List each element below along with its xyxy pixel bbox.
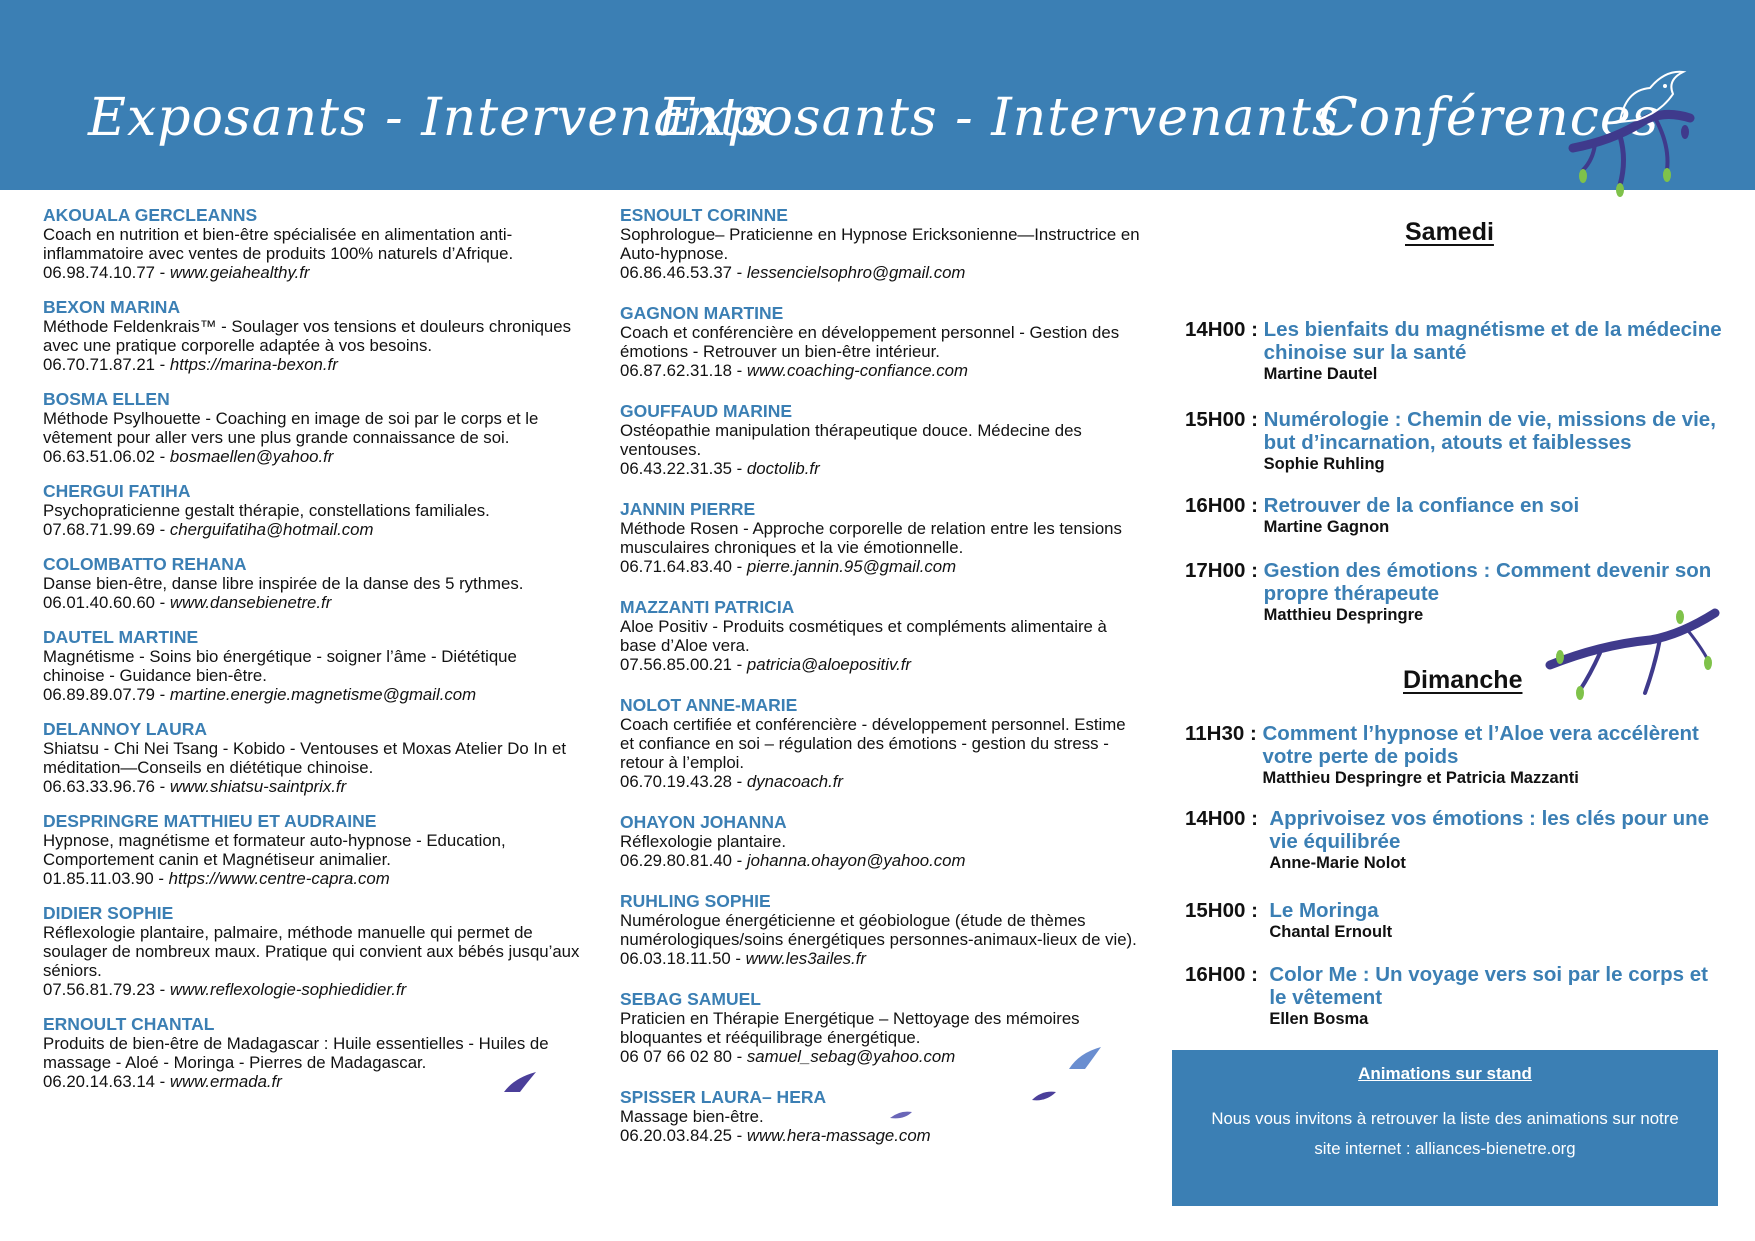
exhibitor-phone: 07.68.71.99.69 - bbox=[43, 520, 170, 539]
exhibitor-name: DELANNOY LAURA bbox=[43, 719, 207, 739]
exhibitor-description: Aloe Positiv - Produits cosmétiques et compléments alimentaire à base d’Aloe vera. bbox=[620, 617, 1107, 655]
talk-speaker: Matthieu Despringre et Patricia Mazzanti bbox=[1262, 769, 1579, 787]
butterfly-icon bbox=[888, 1108, 914, 1122]
exhibitor-link[interactable]: www.dansebienetre.fr bbox=[169, 593, 332, 612]
exhibitor-phone: 06.43.22.31.35 - bbox=[620, 459, 747, 478]
talk-sunday bbox=[1185, 807, 1725, 876]
exhibitor-name: AKOUALA GERCLEANNS bbox=[43, 205, 258, 225]
talk-speaker: Martine Dautel bbox=[1263, 365, 1378, 383]
exhibitor-entry bbox=[620, 598, 1140, 674]
exhibitor-entry bbox=[43, 482, 583, 539]
animations-title: Animations sur stand bbox=[1358, 1064, 1532, 1083]
exhibitor-contact bbox=[620, 772, 1140, 791]
exhibitor-link[interactable]: www.ermada.fr bbox=[169, 1072, 282, 1091]
exhibitor-name: DAUTEL MARTINE bbox=[43, 627, 199, 647]
exhibitor-contact bbox=[43, 869, 583, 888]
exhibitor-link[interactable]: martine.energie.magnetisme@gmail.com bbox=[169, 685, 477, 704]
talk-title: Le Moringa bbox=[1269, 899, 1379, 922]
exhibitor-link[interactable]: dynacoach.fr bbox=[746, 772, 843, 791]
exhibitor-contact bbox=[620, 1047, 1140, 1066]
branch-icon bbox=[1540, 605, 1720, 700]
exhibitor-phone: 06.03.18.11.50 - bbox=[620, 949, 746, 968]
animations-text: Nous vous invitons à retrouver la liste des animations sur notre site internet : alliances-bienetre.org bbox=[1211, 1109, 1679, 1158]
exhibitor-name: CHERGUI FATIHA bbox=[43, 481, 191, 501]
exhibitor-link[interactable]: https://marina-bexon.fr bbox=[169, 355, 338, 374]
exhibitor-phone: 06.29.80.81.40 - bbox=[620, 851, 747, 870]
exhibitor-name: DESPRINGRE MATTHIEU ET AUDRAINE bbox=[43, 811, 377, 831]
exhibitor-contact bbox=[43, 355, 583, 374]
exhibitor-name: BOSMA ELLEN bbox=[43, 389, 170, 409]
exhibitor-phone: 06.87.62.31.18 - bbox=[620, 361, 747, 380]
exhibitor-name: ERNOULT CHANTAL bbox=[43, 1014, 215, 1034]
section-title-exhibitors-mid: Exposants - Intervenants bbox=[658, 88, 1340, 148]
exhibitor-description: Hypnose, magnétisme et formateur auto-hypnose - Education, Comportement canin et Magnétiseur animalier. bbox=[43, 831, 506, 869]
exhibitor-phone: 06.70.19.43.28 - bbox=[620, 772, 747, 791]
talk-saturday bbox=[1185, 408, 1725, 477]
talk-time: 15H00 : bbox=[1185, 408, 1264, 431]
day-heading-sunday: Dimanche bbox=[1403, 666, 1523, 694]
exhibitor-entry bbox=[43, 206, 583, 282]
exhibitor-link[interactable]: samuel_sebag@yahoo.com bbox=[746, 1047, 956, 1066]
exhibitor-contact bbox=[620, 851, 1140, 870]
exhibitor-link[interactable]: https://www.centre-capra.com bbox=[168, 869, 390, 888]
exhibitor-description: Coach en nutrition et bien-être spécialisée en alimentation anti-inflammatoire avec ventes de produits 100% naturels d’Afrique. bbox=[43, 225, 514, 263]
exhibitor-link[interactable]: patricia@aloepositiv.fr bbox=[746, 655, 911, 674]
exhibitor-contact bbox=[43, 447, 583, 466]
section-title-exhibitors-left: Exposants - Intervenants bbox=[88, 88, 770, 148]
exhibitor-link[interactable]: bosmaellen@yahoo.fr bbox=[169, 447, 334, 466]
exhibitor-link[interactable]: doctolib.fr bbox=[746, 459, 820, 478]
exhibitor-link[interactable]: www.hera-massage.com bbox=[746, 1126, 931, 1145]
exhibitor-name: GAGNON MARTINE bbox=[620, 303, 784, 323]
exhibitor-description: Réflexologie plantaire, palmaire, méthode manuelle qui permet de soulager de nombreux maux. Pratique qui convient aux bébés jusqu’aux séniors. bbox=[43, 923, 580, 980]
exhibitor-description: Produits de bien-être de Madagascar : Huile essentielles - Huiles de massage - Aloé - Moringa - Pierres de Madagascar. bbox=[43, 1034, 549, 1072]
exhibitor-name: OHAYON JOHANNA bbox=[620, 812, 787, 832]
exhibitor-entry bbox=[620, 206, 1140, 282]
talk-time: 14H00 : bbox=[1185, 807, 1270, 830]
exhibitor-link[interactable]: www.coaching-confiance.com bbox=[746, 361, 968, 380]
exhibitor-entry bbox=[620, 990, 1140, 1066]
talk-title: Les bienfaits du magnétisme et de la médecine chinoise sur la santé bbox=[1263, 318, 1722, 364]
exhibitor-contact bbox=[43, 593, 583, 612]
talk-speaker: Ellen Bosma bbox=[1269, 1010, 1369, 1028]
exhibitor-contact bbox=[43, 777, 583, 796]
talk-time: 16H00 : bbox=[1185, 963, 1270, 986]
exhibitor-description: Danse bien-être, danse libre inspirée de la danse des 5 rythmes. bbox=[43, 574, 524, 593]
exhibitor-description: Praticien en Thérapie Energétique – Nettoyage des mémoires bloquantes et rééquilibrage énergétique. bbox=[620, 1009, 1080, 1047]
exhibitor-link[interactable]: cherguifatiha@hotmail.com bbox=[169, 520, 374, 539]
exhibitor-contact bbox=[620, 949, 1140, 968]
talk-speaker: Martine Gagnon bbox=[1263, 518, 1390, 536]
exhibitor-entry bbox=[43, 390, 583, 466]
exhibitor-list-mid bbox=[620, 206, 1140, 1167]
exhibitor-entry bbox=[620, 304, 1140, 380]
exhibitor-name: ESNOULT CORINNE bbox=[620, 205, 788, 225]
exhibitor-contact bbox=[43, 685, 583, 704]
exhibitor-phone: 06.20.03.84.25 - bbox=[620, 1126, 747, 1145]
butterfly-icon bbox=[500, 1070, 540, 1096]
exhibitor-description: Shiatsu - Chi Nei Tsang - Kobido - Ventouses et Moxas Atelier Do In et méditation—Conseils en diététique chinoise. bbox=[43, 739, 566, 777]
exhibitor-phone: 01.85.11.03.90 - bbox=[43, 869, 169, 888]
exhibitor-entry bbox=[620, 892, 1140, 968]
exhibitor-list-left bbox=[43, 206, 583, 1107]
exhibitor-description: Massage bien-être. bbox=[620, 1107, 764, 1126]
talk-saturday bbox=[1185, 318, 1725, 387]
exhibitor-link[interactable]: www.les3ailes.fr bbox=[745, 949, 866, 968]
exhibitor-contact bbox=[620, 557, 1140, 576]
talk-speaker: Matthieu Despringre bbox=[1263, 606, 1424, 624]
exhibitor-phone: 07.56.81.79.23 - bbox=[43, 980, 170, 999]
exhibitor-phone: 06.89.89.07.79 - bbox=[43, 685, 170, 704]
exhibitor-name: RUHLING SOPHIE bbox=[620, 891, 771, 911]
exhibitor-entry bbox=[43, 812, 583, 888]
exhibitor-description: Méthode Rosen - Approche corporelle de relation entre les tensions musculaires chroniques et la vie émotionnelle. bbox=[620, 519, 1122, 557]
exhibitor-link[interactable]: www.reflexologie-sophiedidier.fr bbox=[169, 980, 407, 999]
exhibitor-phone: 06.01.40.60.60 - bbox=[43, 593, 170, 612]
exhibitor-phone: 06.70.71.87.21 - bbox=[43, 355, 170, 374]
talk-time: 15H00 : bbox=[1185, 899, 1270, 922]
exhibitor-entry bbox=[43, 720, 583, 796]
exhibitor-phone: 06.63.51.06.02 - bbox=[43, 447, 170, 466]
exhibitor-description: Numérologue énergéticienne et géobiologue (étude de thèmes numérologiques/soins énergétiques personnes-animaux-lieux de vie). bbox=[620, 911, 1137, 949]
exhibitor-description: Ostéopathie manipulation thérapeutique douce. Médecine des ventouses. bbox=[620, 421, 1082, 459]
exhibitor-link[interactable]: pierre.jannin.95@gmail.com bbox=[746, 557, 957, 576]
butterfly-icon bbox=[1065, 1045, 1105, 1073]
talk-time: 14H00 : bbox=[1185, 318, 1264, 341]
exhibitor-description: Magnétisme - Soins bio énergétique - soigner l’âme - Diététique chinoise - Guidance bien-être. bbox=[43, 647, 517, 685]
exhibitor-phone: 06.63.33.96.76 - bbox=[43, 777, 170, 796]
exhibitor-entry bbox=[43, 628, 583, 704]
exhibitor-link[interactable]: www.geiahealthy.fr bbox=[169, 263, 310, 282]
exhibitor-phone: 07.56.85.00.21 - bbox=[620, 655, 747, 674]
exhibitor-entry bbox=[620, 402, 1140, 478]
talk-sunday bbox=[1185, 722, 1725, 791]
talk-sunday bbox=[1185, 963, 1725, 1032]
exhibitor-name: MAZZANTI PATRICIA bbox=[620, 597, 795, 617]
butterfly-icon bbox=[1030, 1088, 1058, 1104]
talk-title: Numérologie : Chemin de vie, missions de vie, but d’incarnation, atouts et faiblesses bbox=[1263, 408, 1716, 454]
talk-time: 16H00 : bbox=[1185, 494, 1264, 517]
bird-on-branch-icon bbox=[1565, 60, 1705, 210]
exhibitor-name: BEXON MARINA bbox=[43, 297, 181, 317]
exhibitor-entry bbox=[43, 298, 583, 374]
exhibitor-name: SEBAG SAMUEL bbox=[620, 989, 761, 1009]
exhibitor-contact bbox=[620, 655, 1140, 674]
exhibitor-contact bbox=[620, 263, 1140, 282]
exhibitor-entry bbox=[620, 500, 1140, 576]
exhibitor-description: Coach et conférencière en développement personnel - Gestion des émotions - Retrouver un bien-être intérieur. bbox=[620, 323, 1120, 361]
exhibitor-phone: 06.71.64.83.40 - bbox=[620, 557, 747, 576]
exhibitor-link[interactable]: www.shiatsu-saintprix.fr bbox=[169, 777, 347, 796]
exhibitor-name: GOUFFAUD MARINE bbox=[620, 401, 793, 421]
exhibitor-description: Méthode Psylhouette - Coaching en image de soi par le corps et le vêtement pour aller vers une plus grande connaissance de soi. bbox=[43, 409, 539, 447]
talk-title: Color Me : Un voyage vers soi par le corps et le vêtement bbox=[1269, 963, 1708, 1009]
exhibitor-entry bbox=[620, 696, 1140, 791]
exhibitor-contact bbox=[43, 980, 583, 999]
talk-saturday bbox=[1185, 494, 1725, 540]
exhibitor-contact bbox=[43, 520, 583, 539]
exhibitor-name: SPISSER LAURA– HERA bbox=[620, 1087, 827, 1107]
talk-title: Gestion des émotions : Comment devenir son propre thérapeute bbox=[1263, 559, 1712, 605]
exhibitor-phone: 06.20.14.63.14 - bbox=[43, 1072, 170, 1091]
talk-speaker: Anne-Marie Nolot bbox=[1269, 854, 1406, 872]
talk-title: Retrouver de la confiance en soi bbox=[1263, 494, 1580, 517]
exhibitor-entry bbox=[620, 813, 1140, 870]
exhibitor-description: Psychopraticienne gestalt thérapie, constellations familiales. bbox=[43, 501, 490, 520]
header-band bbox=[0, 0, 1755, 190]
exhibitor-entry bbox=[43, 555, 583, 612]
exhibitor-description: Réflexologie plantaire. bbox=[620, 832, 787, 851]
exhibitor-description: Coach certifiée et conférencière - développement personnel. Estime et confiance en soi – régulation des émotions - gestion du stress - retour à l’emploi. bbox=[620, 715, 1126, 772]
exhibitor-phone: 06.98.74.10.77 - bbox=[43, 263, 170, 282]
exhibitor-description: Méthode Feldenkrais™ - Soulager vos tensions et douleurs chroniques avec une pratique corporelle adaptée à vos besoins. bbox=[43, 317, 571, 355]
exhibitor-name: JANNIN PIERRE bbox=[620, 499, 756, 519]
exhibitor-phone: 06.86.46.53.37 - bbox=[620, 263, 747, 282]
exhibitor-name: DIDIER SOPHIE bbox=[43, 903, 174, 923]
day-heading-saturday: Samedi bbox=[1405, 218, 1494, 246]
exhibitor-phone: 06 07 66 02 80 - bbox=[620, 1047, 747, 1066]
exhibitor-contact bbox=[620, 1126, 1140, 1145]
section-title-conferences: Conférences bbox=[1318, 88, 1660, 148]
exhibitor-name: COLOMBATTO REHANA bbox=[43, 554, 247, 574]
talk-speaker: Sophie Ruhling bbox=[1263, 455, 1385, 473]
exhibitor-contact bbox=[620, 361, 1140, 380]
talk-sunday bbox=[1185, 899, 1725, 945]
exhibitor-entry bbox=[43, 904, 583, 999]
talk-time: 17H00 : bbox=[1185, 559, 1264, 582]
exhibitor-entry bbox=[620, 1088, 1140, 1145]
exhibitor-link[interactable]: johanna.ohayon@yahoo.com bbox=[746, 851, 966, 870]
talk-time: 11H30 : bbox=[1185, 722, 1263, 745]
exhibitor-link[interactable]: lessencielsophro@gmail.com bbox=[746, 263, 966, 282]
talk-speaker: Chantal Ernoult bbox=[1269, 923, 1393, 941]
exhibitor-contact bbox=[620, 459, 1140, 478]
exhibitor-contact bbox=[43, 263, 583, 282]
talk-title: Apprivoisez vos émotions : les clés pour une vie équilibrée bbox=[1269, 807, 1710, 853]
animations-box bbox=[1172, 1050, 1718, 1206]
exhibitor-description: Sophrologue– Praticienne en Hypnose Ericksonienne—Instructrice en Auto-hypnose. bbox=[620, 225, 1140, 263]
talk-title: Comment l’hypnose et l’Aloe vera accélèrent votre perte de poids bbox=[1262, 722, 1699, 768]
exhibitor-name: NOLOT ANNE-MARIE bbox=[620, 695, 798, 715]
